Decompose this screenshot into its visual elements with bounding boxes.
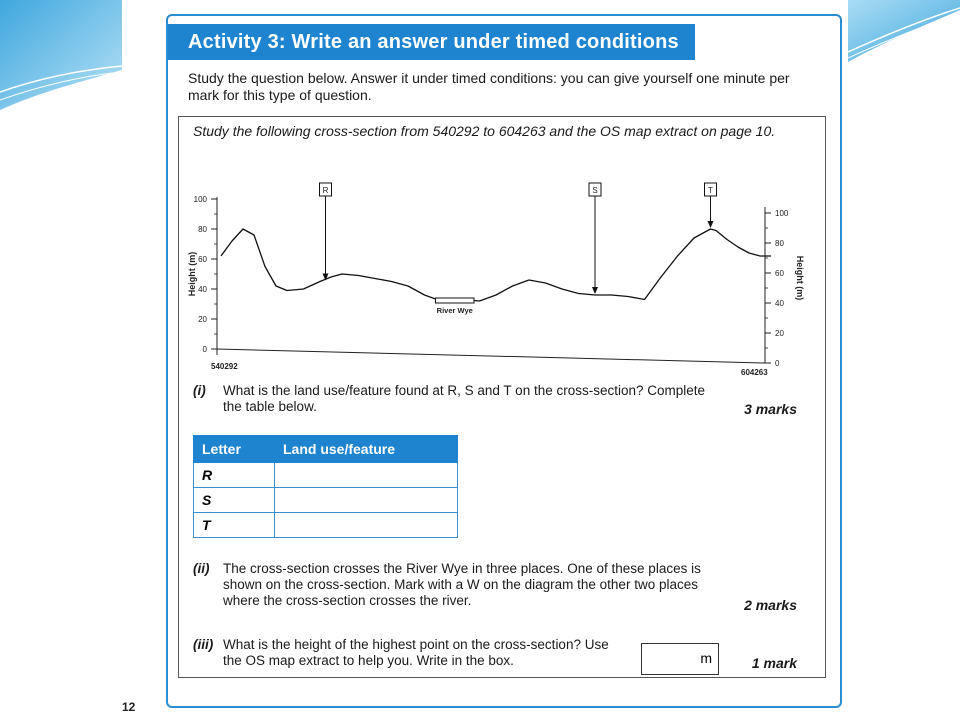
table-row [194,488,458,513]
left-tick-label: 20 [198,315,207,324]
activity-title: Activity 3: Write an answer under timed conditions [168,24,695,60]
part-ii-marks: 2 marks [744,597,797,613]
table-row [194,513,458,538]
left-tick-label: 80 [198,225,207,234]
swoosh-decoration-right [848,0,960,80]
row-letter-r: R [194,463,275,488]
right-tick-label: 60 [775,269,784,278]
part-i-numeral: (i) [193,383,206,398]
terrain-profile-line [221,229,771,301]
part-ii-text: The cross-section crosses the River Wye in three places. One of these places is shown on the cross-section. Mark with a W on the diagram the other two places where the cross-section crosses the river. [223,561,701,608]
question-box [178,116,826,678]
table-header-letter: Letter [194,436,275,463]
answer-cell-t[interactable] [275,513,458,538]
part-iii-text: What is the height of the highest point on the cross-section? Use the OS map extract to help you. Write in the box. [223,637,609,668]
part-ii-numeral: (ii) [193,561,210,576]
start-grid-reference: 540292 [211,362,238,371]
activity-intro: Study the question below. Answer it under timed conditions: you can give yourself one minute per mark for this type of question. [188,70,790,103]
left-tick-label: 100 [193,195,207,204]
answer-table [193,435,458,538]
part-iii-numeral: (iii) [193,637,214,652]
table-header-land-use: Land use/feature [275,436,458,463]
page-number: 12 [122,700,136,714]
annotation-label-t: T [708,186,713,195]
height-answer-box[interactable] [641,643,719,675]
baseline [217,349,765,363]
question-heading: Study the following cross-section from 540292 to 604263 and the OS map extract on page 10. [193,123,776,139]
annotation-label-r: R [322,186,329,195]
right-tick-label: 100 [775,209,789,218]
left-tick-label: 60 [198,255,207,264]
row-letter-s: S [194,488,275,513]
left-axis-label: Height (m) [187,251,197,297]
left-tick-label: 0 [202,345,207,354]
part-iii-marks: 1 mark [751,655,797,671]
river-wye-label: River Wye [436,306,473,315]
annotation-label-s: S [592,186,598,195]
right-tick-label: 80 [775,239,784,248]
right-tick-label: 0 [775,359,780,368]
right-tick-label: 40 [775,299,784,308]
right-axis-label: Height (m) [795,255,805,301]
end-grid-reference: 604263 [741,368,768,377]
cross-section-chart [179,117,825,379]
annotation-arrowhead-s [592,287,598,294]
slide-background-right [848,0,960,720]
activity-panel [166,14,842,708]
answer-cell-r[interactable] [275,463,458,488]
slide-background-left [0,0,122,720]
annotation-arrowhead-t [708,221,714,228]
river-wye-marker [436,298,475,303]
height-unit: m [700,650,712,666]
table-row [194,463,458,488]
right-tick-label: 20 [775,329,784,338]
swoosh-decoration-left [0,0,122,120]
left-tick-label: 40 [198,285,207,294]
part-i-text: What is the land use/feature found at R, S and T on the cross-section? Complete the table below. [223,383,706,414]
worksheet-page [122,0,848,720]
row-letter-t: T [194,513,275,538]
part-i-marks: 3 marks [744,401,797,417]
answer-cell-s[interactable] [275,488,458,513]
